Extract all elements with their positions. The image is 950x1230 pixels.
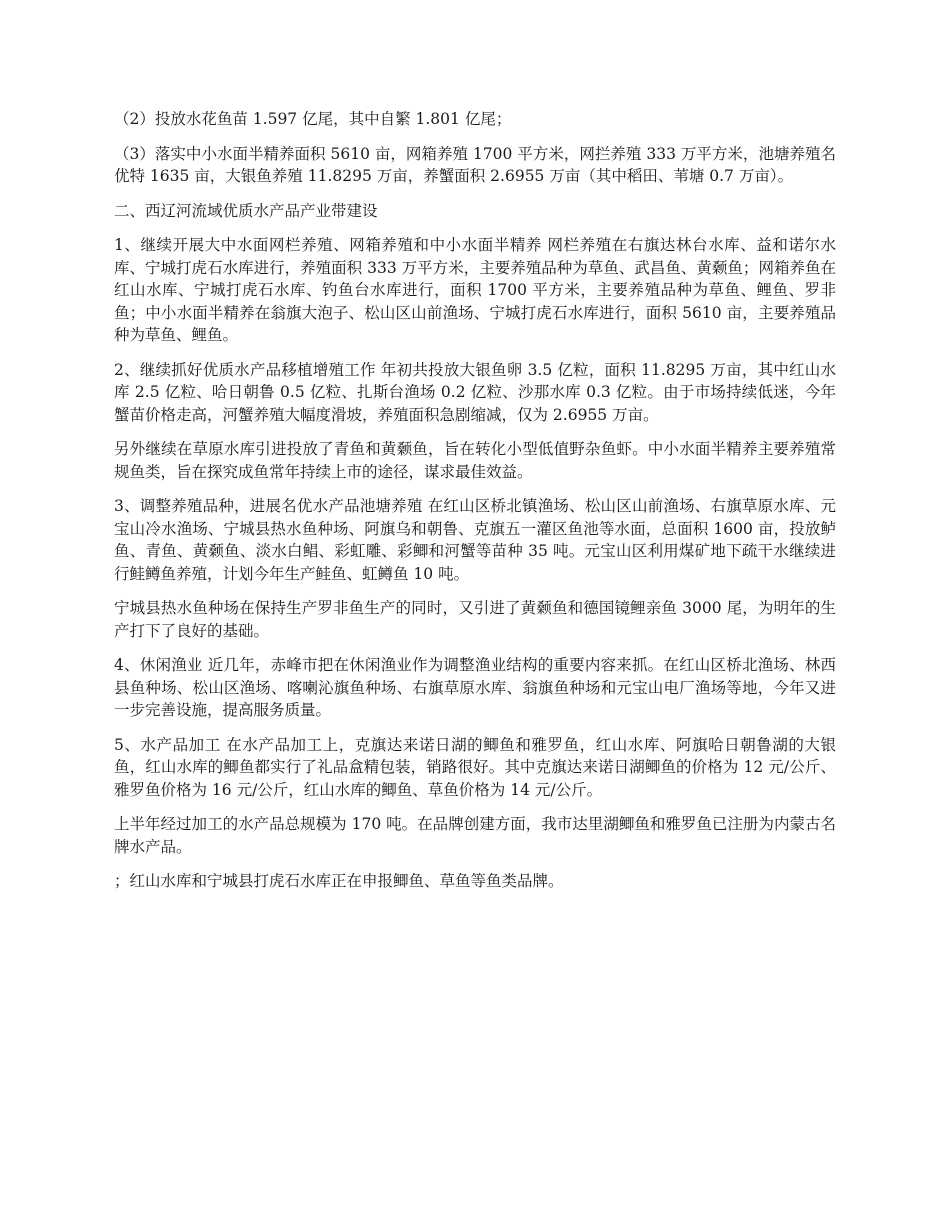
paragraph-item-5-continued: 上半年经过加工的水产品总规模为 170 吨。在品牌创建方面，我市达里湖鲫鱼和雅罗鱼已注册为内蒙古名牌水产品。	[114, 815, 836, 856]
document-body	[114, 108, 836, 905]
section-heading: 二、西辽河流域优质水产品产业带建设	[114, 201, 378, 220]
paragraph-item-5: 5、水产品加工 在水产品加工上，克旗达来诺日湖的鲫鱼和雅罗鱼，红山水库、阿旗哈日朝鲁湖的大银鱼，红山水库的鲫鱼都实行了礼品盒精包装，销路很好。其中克旗达来诺日湖鲫鱼的价格为 12 元/公斤、雅罗鱼价格为 16 元/公斤，红山水库的鲫鱼、草鱼价格为 14 元/公斤。	[114, 735, 836, 799]
paragraph-item-3: 3、调整养殖品种，进展名优水产品池塘养殖 在红山区桥北镇渔场、松山区山前渔场、右旗草原水库、元宝山冷水渔场、宁城县热水鱼种场、阿旗乌和朝鲁、克旗五一灌区鱼池等水面，总面积 1600 亩，投放鲈鱼、青鱼、黄颡鱼、淡水白鲳、彩虹雕、彩鲫和河蟹等苗种 35 吨。元宝山区利用煤矿地下疏干水继续进行鲑鳟鱼养殖，计划今年生产鲑鱼、虹鳟鱼 10 吨。	[114, 497, 836, 583]
paragraph-item-2: 2、继续抓好优质水产品移植增殖工作 年初共投放大银鱼卵 3.5 亿粒，面积 11.8295 万亩，其中红山水库 2.5 亿粒、哈日朝鲁 0.5 亿粒、扎斯台渔场 0.2 亿粒、沙那水库 0.3 亿粒。由于市场持续低迷，今年蟹苗价格走高，河蟹养殖大幅度滑坡，养殖面积急剧缩减，仅为 2.6955 万亩。	[114, 360, 836, 424]
paragraph-item-2-continued: 另外继续在草原水库引进投放了青鱼和黄颡鱼，旨在转化小型低值野杂鱼虾。中小水面半精养主要养殖常规鱼类，旨在探究成鱼常年持续上市的途径，谋求最佳效益。	[114, 440, 836, 481]
paragraph-fry-release: （2）投放水花鱼苗 1.597 亿尾，其中自繁 1.801 亿尾；	[114, 110, 512, 128]
paragraph-item-4: 4、休闲渔业 近几年，赤峰市把在休闲渔业作为调整渔业结构的重要内容来抓。在红山区桥北渔场、林西县鱼种场、松山区渔场、喀喇沁旗鱼种场、右旗草原水库、翁旗鱼种场和元宝山电厂渔场等地，今年又进一步完善设施，提高服务质量。	[114, 656, 836, 719]
paragraph-item-1: 1、继续开展大中水面网栏养殖、网箱养殖和中小水面半精养 网栏养殖在右旗达林台水库、益和诺尔水库、宁城打虎石水库进行，养殖面积 333 万平方米，主要养殖品种为草鱼、武昌鱼、黄颡鱼；网箱养鱼在红山水库、宁城打虎石水库、钓鱼台水库进行，面积 1700 平方米，主要养殖品种为草鱼、鲤鱼、罗非鱼；中小水面半精养在翁旗大泡子、松山区山前渔场、宁城打虎石水库进行，面积 5610 亩，主要养殖品种为草鱼、鲤鱼。	[114, 236, 836, 344]
paragraph-aquaculture-area: （3）落实中小水面半精养面积 5610 亩，网箱养殖 1700 平方米，网拦养殖 333 万平方米，池塘养殖名优特 1635 亩，大银鱼养殖 11.8295 万亩，养蟹面积 2.6955 万亩（其中稻田、苇塘 0.7 万亩）。	[114, 144, 836, 185]
paragraph-brand-application: ；红山水库和宁城县打虎石水库正在申报鲫鱼、草鱼等鱼类品牌。	[114, 872, 564, 890]
paragraph-item-3-continued: 宁城县热水鱼种场在保持生产罗非鱼生产的同时，又引进了黄颡鱼和德国镜鲤亲鱼 3000 尾，为明年的生产打下了良好的基础。	[114, 599, 836, 640]
